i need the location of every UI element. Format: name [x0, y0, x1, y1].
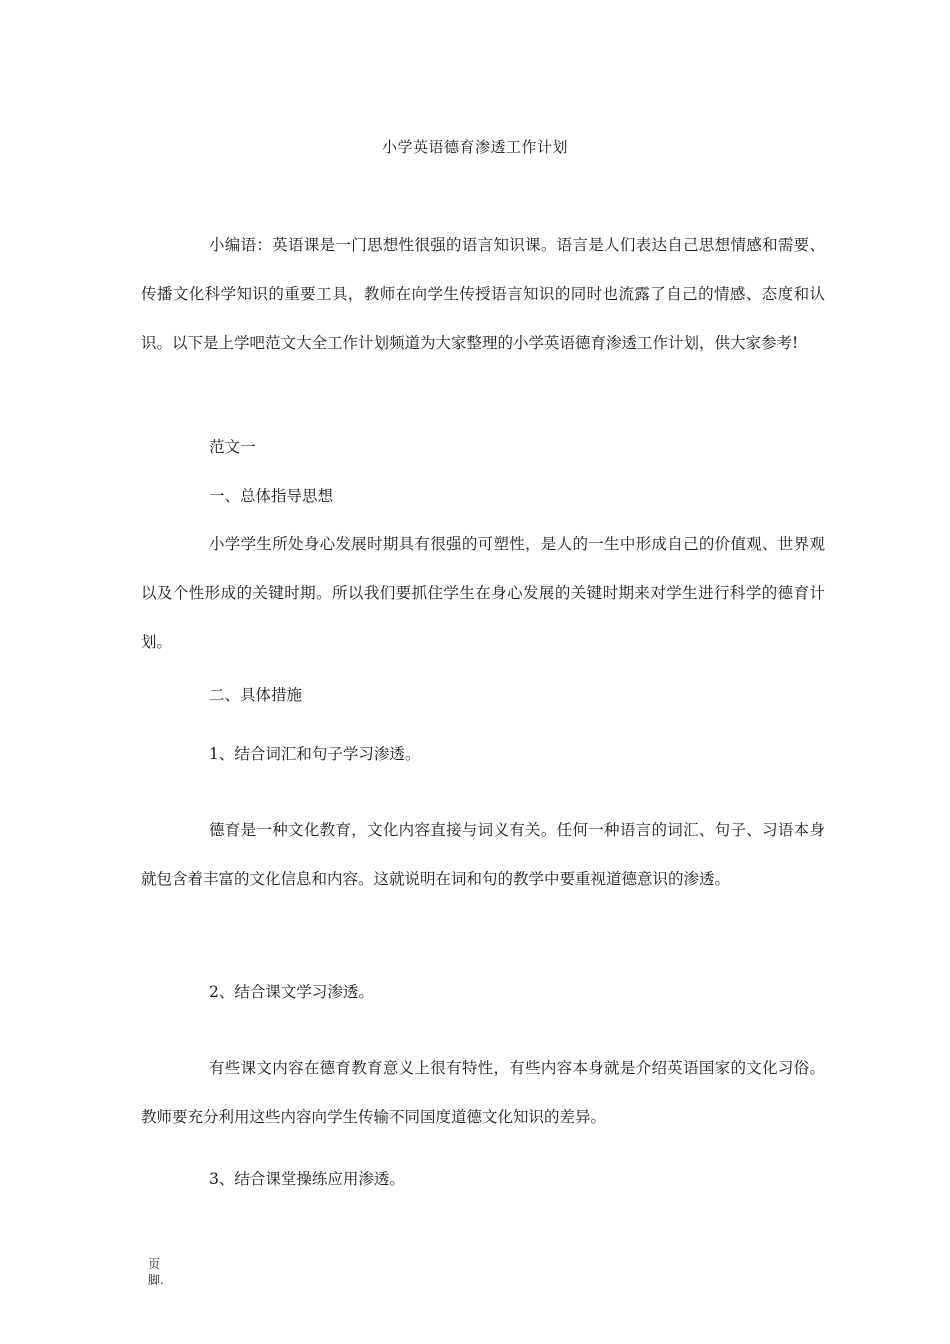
- item2-paragraph: 有些课文内容在德育教育意义上很有特性，有些内容本身就是介绍英语国家的文化习俗。教师要充分利用这些内容向学生传输不同国度道德文化知识的差异。: [141, 1059, 825, 1126]
- intro-paragraph: 小编语：英语课是一门思想性很强的语言知识课。语言是人们表达自己思想情感和需要、传播文化科学知识的重要工具，教师在向学生传授语言知识的同时也流露了自己的情感、态度和认识。以下是上学吧范文大全工作计划频道为大家整理的小学英语德育渗透工作计划，供大家参考!: [141, 236, 825, 352]
- sample-label: 范文一: [209, 438, 256, 456]
- item2-heading: 2、结合课文学习渗透。: [209, 983, 374, 1001]
- page-footer: 页脚.: [148, 1257, 164, 1287]
- section2-heading: 二、具体措施: [209, 686, 303, 704]
- section1-paragraph: 小学学生所处身心发展时期具有很强的可塑性，是人的一生中形成自己的价值观、世界观以及个性形成的关键时期。所以我们要抓住学生在身心发展的关键时期来对学生进行科学的德育计划。: [141, 535, 825, 651]
- section1-heading: 一、总体指导思想: [209, 487, 334, 505]
- item3-heading: 3、结合课堂操练应用渗透。: [209, 1170, 405, 1188]
- document-title: 小学英语德育渗透工作计划: [381, 138, 568, 156]
- item1-paragraph: 德育是一种文化教育，文化内容直接与词义有关。任何一种语言的词汇、句子、习语本身就包含着丰富的文化信息和内容。这就说明在词和句的教学中要重视道德意识的渗透。: [141, 821, 825, 888]
- item1-heading: 1、结合词汇和句子学习渗透。: [209, 745, 421, 763]
